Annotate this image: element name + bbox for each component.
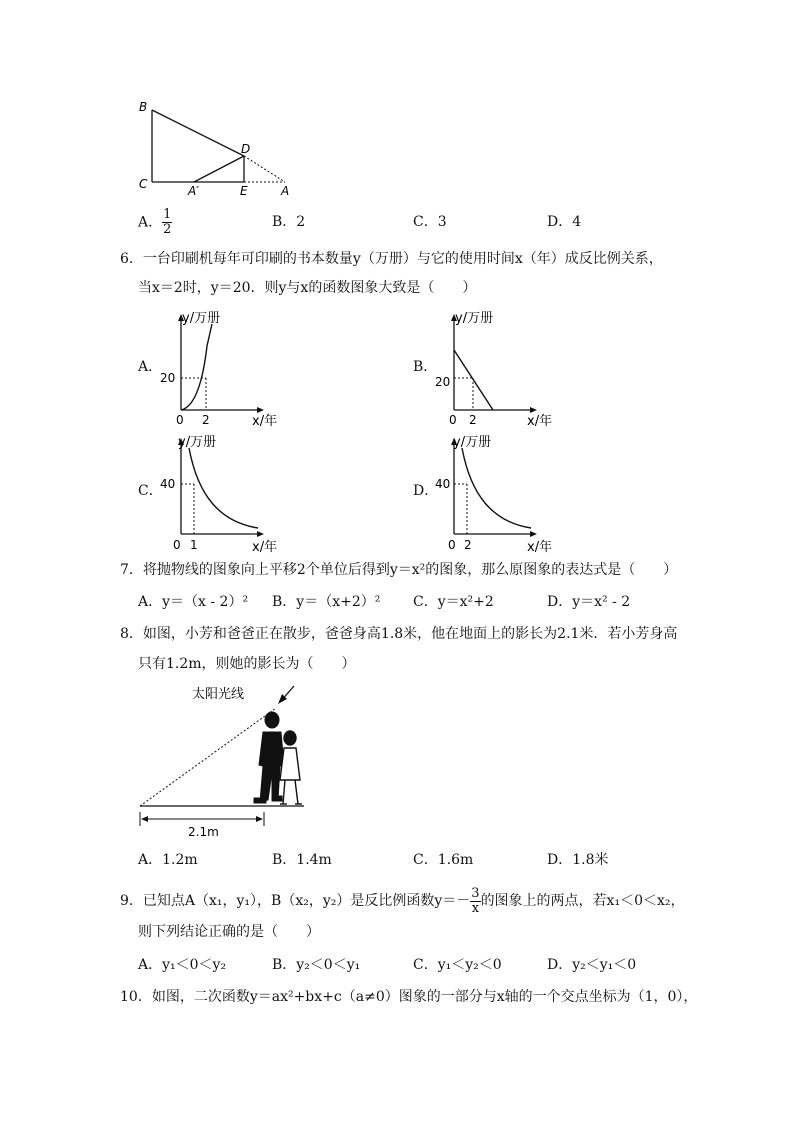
q8-option-b[interactable]: B．1.4m: [272, 852, 332, 868]
label-C: C: [139, 177, 148, 191]
origin: 0: [176, 413, 184, 427]
q7-option-d[interactable]: D．y＝x² - 2: [547, 594, 631, 610]
q6-graph-a[interactable]: [160, 306, 290, 430]
ylabel: y/万册: [178, 435, 217, 450]
q7-stem: 7．将抛物线的图象向上平移2个单位后得到y＝x²的图象，那么原图象的表达式是（ ）: [120, 562, 678, 578]
sunlight-label: 太阳光线: [192, 687, 245, 702]
q6-option-c-letter[interactable]: C．: [138, 483, 163, 499]
origin: 0: [448, 538, 456, 552]
fraction-one-half: $\frac{1}{2}$: [163, 207, 172, 237]
q5-option-c[interactable]: C．3: [413, 214, 447, 230]
ytick: 20: [160, 371, 176, 385]
xtick: 1: [190, 538, 198, 552]
q6-stem-line1: 6．一台印刷机每年可印刷的书本数量y（万册）与它的使用时间x（年）成反比例关系，: [120, 251, 663, 267]
ylabel: y/万册: [182, 311, 221, 326]
xtick: 2: [202, 413, 210, 427]
q8-option-c[interactable]: C．1.6m: [413, 852, 474, 868]
q8-option-a[interactable]: A．1.2m: [138, 852, 198, 868]
q7-option-c[interactable]: C．y＝x²+2: [413, 594, 494, 610]
ytick: 40: [435, 477, 451, 491]
ytick: 20: [435, 375, 451, 389]
q5-option-b[interactable]: B．2: [272, 214, 306, 230]
ytick: 40: [160, 477, 176, 491]
ylabel: y/万册: [453, 435, 492, 450]
q7-option-a[interactable]: A．y＝（x - 2）²: [138, 594, 249, 610]
label-B: B: [139, 100, 148, 114]
xlabel: x/年: [527, 540, 553, 555]
q10-stem-line1: 10．如图，二次函数y＝ax²+bx+c（a≠0）图象的一部分与x轴的一个交点坐标为（1，0），: [120, 989, 698, 1005]
q7-option-b[interactable]: B．y＝（x+2）²: [272, 594, 381, 610]
q9-option-b[interactable]: B．y₂＜0＜y₁: [272, 957, 361, 973]
q6-option-b-letter[interactable]: B．: [413, 359, 438, 375]
q5-option-a[interactable]: A． $\frac{1}{2}$: [138, 207, 172, 237]
label-E: E: [240, 184, 248, 198]
q6-option-d-letter[interactable]: D．: [413, 483, 439, 499]
daughter-figure: [280, 731, 302, 804]
q9-stem-line2: 则下列结论正确的是（ ）: [138, 924, 320, 940]
xlabel: x/年: [252, 540, 278, 555]
q8-option-d[interactable]: D．1.8米: [547, 852, 609, 868]
xtick: 2: [464, 538, 472, 552]
q8-stem-line2: 只有1.2m，则她的影长为（ ）: [138, 656, 356, 672]
fraction-three-over-x: $\frac{3}{x}$: [471, 885, 480, 916]
origin: 0: [449, 413, 457, 427]
q8-stem-line1: 8．如图，小芳和爸爸正在散步，爸爸身高1.8米，他在地面上的影长为2.1米．若小芳身高: [120, 626, 678, 642]
q5-option-d[interactable]: D．4: [547, 214, 582, 230]
label-A-prime: A′: [188, 184, 199, 198]
q6-graph-c[interactable]: [160, 430, 290, 556]
q6-option-a-letter[interactable]: A．: [138, 359, 163, 375]
label-D: D: [241, 142, 251, 156]
q9-option-d[interactable]: D．y₂＜y₁＜0: [547, 957, 637, 973]
q5-triangle-figure: [130, 95, 310, 205]
label-A: A: [281, 184, 290, 198]
q9-option-a[interactable]: A．y₁＜0＜y₂: [138, 957, 227, 973]
q9-option-c[interactable]: C．y₁＜y₂＜0: [413, 957, 502, 973]
xlabel: x/年: [527, 414, 553, 429]
q6-graph-d[interactable]: [433, 430, 563, 556]
q6-graph-b[interactable]: [433, 306, 563, 430]
q9-stem-line1: 9．已知点A（x₁，y₁），B（x₂，y₂）是反比例函数y＝－ $\frac{3}{x}$ 的图象上的两点，若x₁＜0＜x₂，: [120, 885, 685, 916]
q8-shadow-figure: [132, 680, 322, 840]
origin: 0: [173, 538, 181, 552]
father-figure: [254, 712, 284, 803]
xtick: 2: [469, 413, 477, 427]
q6-stem-line2: 当x＝2时，y＝20．则y与x的函数图象大致是（ ）: [138, 280, 477, 296]
shadow-length-label: 2.1m: [188, 825, 219, 839]
ylabel: y/万册: [455, 311, 494, 326]
xlabel: x/年: [252, 414, 278, 429]
